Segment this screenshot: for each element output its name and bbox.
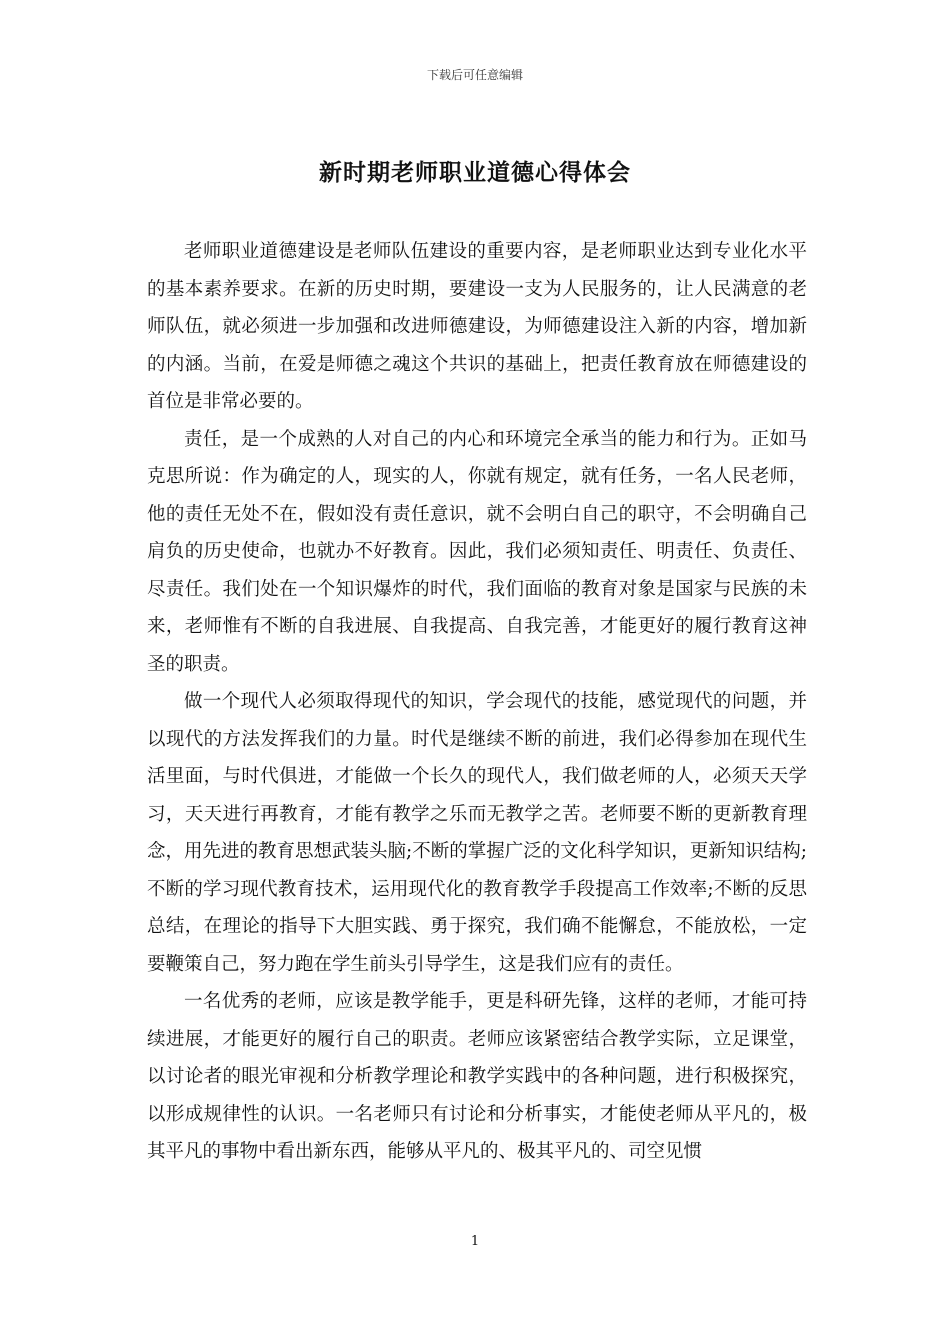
page-number: 1 [470,1234,480,1249]
paragraph: 责任，是一个成熟的人对自己的内心和环境完全承当的能力和行为。正如马克思所说：作为确定的人，现实的人，你就有规定，就有任务，一名人民老师，他的责任无处不在，假如没有责任意识，就不会明白自己的职守，不会明确自己肩负的历史使命，也就办不好教育。因此，我们必须知责任、明责任、负责任、尽责任。我们处在一个知识爆炸的时代，我们面临的教育对象是国家与民族的未来，老师惟有不断的自我进展、自我提高、自我完善，才能更好的履行教育这神圣的职责。 [147,428,807,675]
paragraph: 老师职业道德建设是老师队伍建设的重要内容，是老师职业达到专业化水平的基本素养要求。在新的历史时期，要建设一支为人民服务的，让人民满意的老师队伍，就必须进一步加强和改进师德建设，为师德建设注入新的内容，增加新的内涵。当前，在爱是师德之魂这个共识的基础上，把责任教育放在师德建设的首位是非常必要的。 [147,241,807,412]
paragraph: 一名优秀的老师，应该是教学能手，更是科研先锋，这样的老师，才能可持续进展，才能更好的履行自己的职责。老师应该紧密结合教学实际，立足课堂，以讨论者的眼光审视和分析教学理论和教学实践中的各种问题，进行积极探究，以形成规律性的认识。一名老师只有讨论和分析事实，才能使老师从平凡的，极其平凡的事物中看出新东西，能够从平凡的、极其平凡的、司空见惯 [147,991,807,1162]
paragraph: 做一个现代人必须取得现代的知识，学会现代的技能，感觉现代的问题，并以现代的方法发挥我们的力量。时代是继续不断的前进，我们必得参加在现代生活里面，与时代俱进，才能做一个长久的现代人，我们做老师的人，必须天天学习，天天进行再教育，才能有教学之乐而无教学之苦。老师要不断的更新教育理念，用先进的教育思想武装头脑;不断的掌握广泛的文化科学知识，更新知识结构;不断的学习现代教育技术，运用现代化的教育教学手段提高工作效率;不断的反思总结，在理论的指导下大胆实践、勇于探究，我们确不能懈怠，不能放松，一定要鞭策自己，努力跑在学生前头引导学生，这是我们应有的责任。 [147,691,807,975]
header-note: 下载后可任意编辑 [426,68,523,82]
document-title: 新时期老师职业道德心得体会 [319,159,631,186]
document-body [147,233,807,1171]
